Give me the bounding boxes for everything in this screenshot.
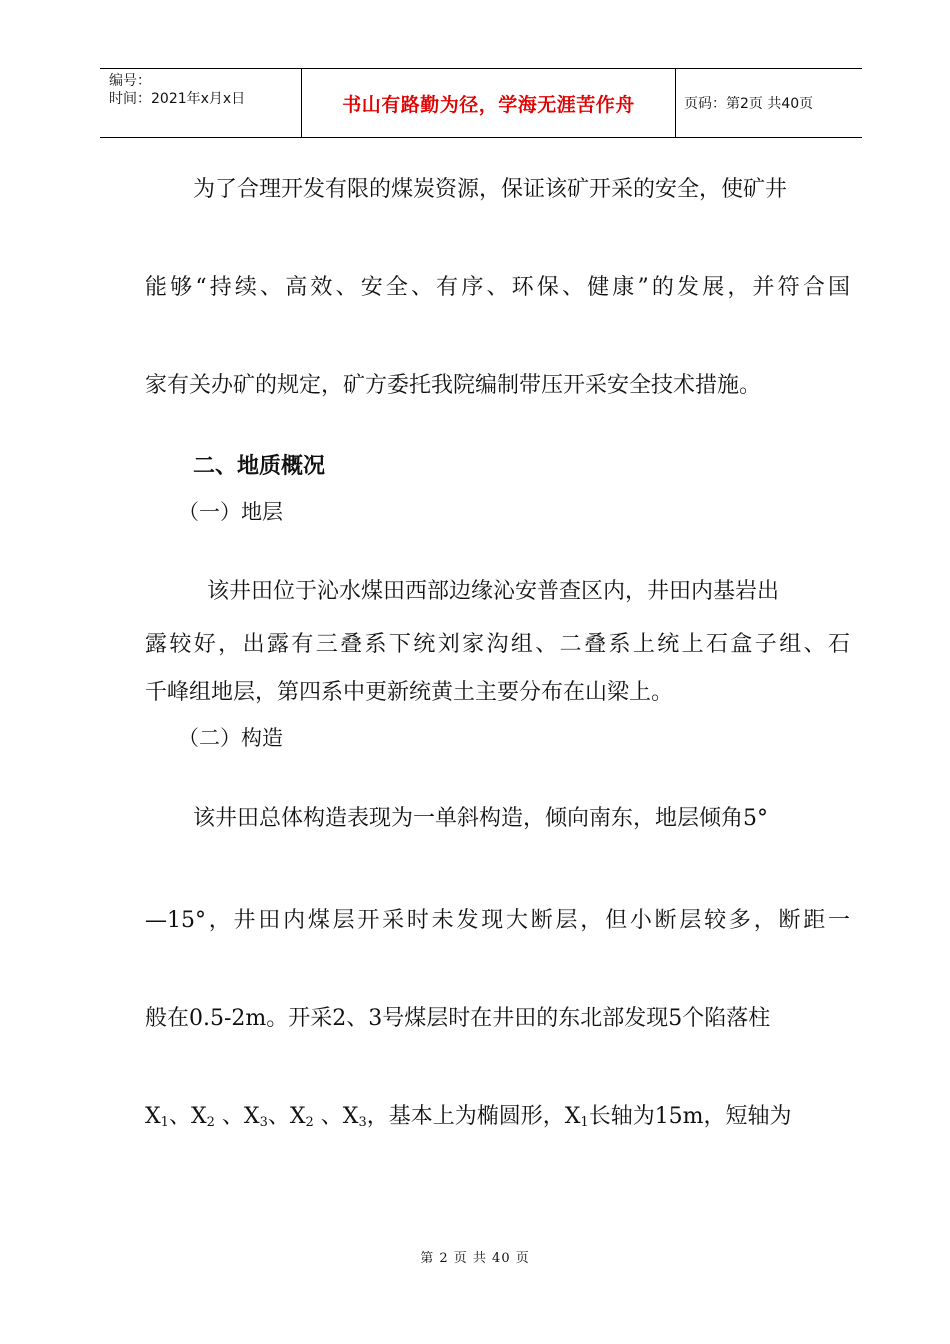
header-meta (100, 69, 302, 137)
strata-line-2: 露较好，出露有三叠系下统刘家沟组、二叠系上统上石盒子组、石 (145, 632, 850, 657)
structure-line-1: 该井田总体构造表现为一单斜构造，倾向南东，地层倾角5° (193, 806, 768, 831)
paragraph-line-2: 能够“持续、高效、安全、有序、环保、健康”的发展，并符合国 (145, 275, 850, 300)
header-motto-cell (302, 69, 676, 137)
strata-line-1: 该井田位于沁水煤田西部边缘沁安普查区内，井田内基岩出 (207, 579, 780, 604)
time-label: 时间：2021年x月x日 (109, 91, 246, 107)
structure-line-4: $X_1$、$X_2$ 、$X_3$、$X_2$ 、$X_3$，基本上为椭圆形，$X_1$长轴为15m，短轴为 (145, 1104, 792, 1130)
structure-line-2: —15°，井田内煤层开采时未发现大断层，但小断层较多，断距一 (145, 908, 850, 933)
structure-line-3: 般在0.5-2m。开采2、3号煤层时在井田的东北部发现5个陷落柱 (145, 1006, 771, 1031)
section-heading-geology: 二、地质概况 (193, 454, 326, 479)
paragraph-line-3: 家有关办矿的规定，矿方委托我院编制带压开采安全技术措施。 (145, 373, 762, 398)
header-motto: 书山有路勤为径，学海无涯苦作舟 (342, 93, 635, 116)
header-page-info: 页码：第2页 共40页 (684, 96, 814, 112)
strata-line-3: 千峰组地层，第四系中更新统黄土主要分布在山梁上。 (145, 680, 674, 705)
page-header (100, 68, 862, 138)
page-footer: 第 2 页 共 40 页 (420, 1251, 530, 1266)
subsection-structure: （二）构造 (178, 726, 283, 750)
paragraph-line-1: 为了合理开发有限的煤炭资源，保证该矿开采的安全，使矿井 (193, 177, 788, 202)
subsection-strata: （一）地层 (178, 500, 283, 524)
serial-label: 编号： (109, 73, 151, 89)
